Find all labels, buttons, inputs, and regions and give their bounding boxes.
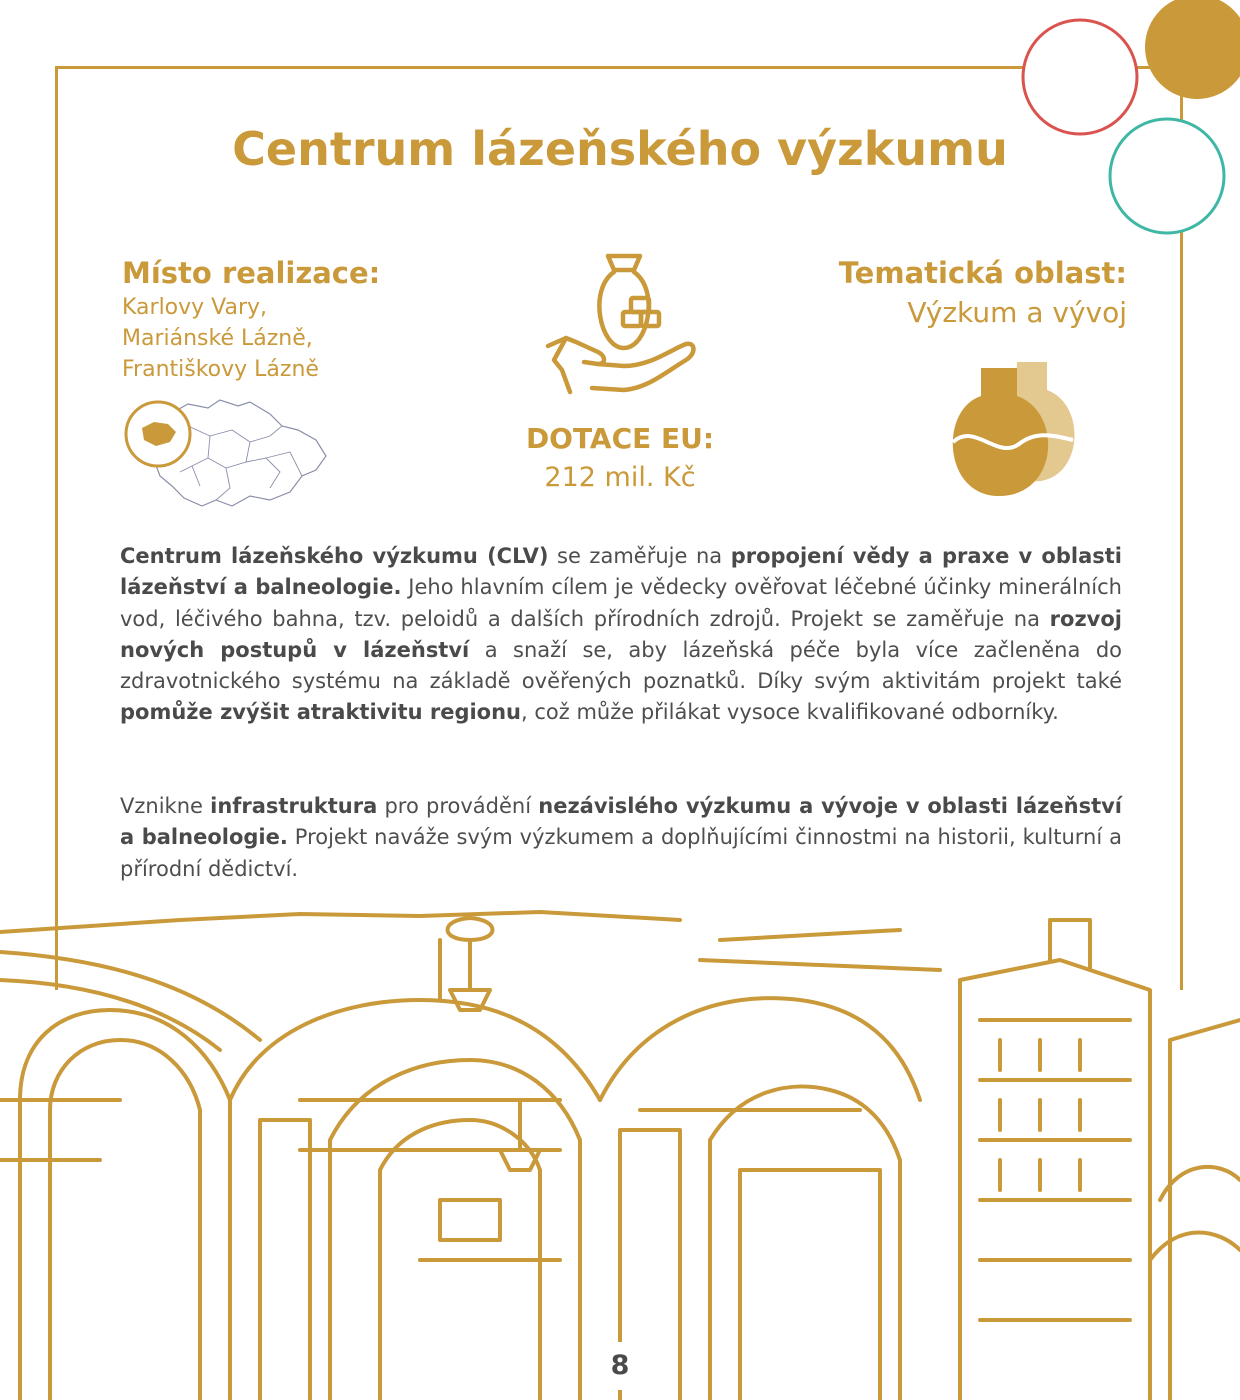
bold-text: Centrum lázeňského výzkumu (CLV)	[120, 544, 549, 568]
page-number: 8	[596, 1342, 644, 1390]
bold-text: rozvoj nových postupů v lázeňství	[120, 606, 1122, 662]
bold-text: propojení vědy a praxe v oblasti lázeňství a balneologie.	[120, 544, 1122, 600]
text: pro provádění	[377, 794, 539, 818]
text: , což může přilákat vysoce kvalifikované odborníky.	[521, 700, 1059, 725]
text: Vznikne	[120, 794, 211, 818]
page-title: Centrum lázeňského výzkumu	[232, 122, 1008, 176]
bold-text: nezávislého výzkumu a vývoje v oblasti lázeňství a balneologie.	[120, 794, 1122, 850]
funding-heading: DOTACE EU:	[525, 422, 715, 455]
bold-text: pomůže zvýšit atraktivitu regionu	[120, 700, 521, 725]
gold-circle	[1145, 0, 1240, 99]
flask-icon	[945, 360, 1085, 500]
bold-text: infrastruktura	[210, 794, 378, 818]
location-heading: Místo realizace:	[122, 256, 381, 290]
colonnade-illustration	[0, 900, 1240, 1400]
location-item: Mariánské Lázně,	[122, 326, 313, 351]
theme-heading: Tematická oblast:	[838, 256, 1127, 290]
location-list	[122, 292, 319, 385]
text: Jeho hlavním cílem je vědecky ověřovat léčebné účinky minerálních vod, léčivého bahna, tzv. peloidů a dalších přírodních zdrojů. Projekt se zaměřuje na	[120, 575, 1122, 631]
red-circle	[1023, 20, 1137, 134]
funding-value: 212 mil. Kč	[544, 462, 696, 493]
location-item: Karlovy Vary,	[122, 295, 268, 320]
theme-value: Výzkum a vývoj	[907, 296, 1127, 329]
description-paragraph	[120, 541, 1122, 729]
infrastructure-paragraph	[120, 791, 1122, 885]
text: se zaměřuje na	[548, 544, 731, 568]
text: a snaží se, aby lázeňská péče byla více začleněna do zdravotnického systému na základě ověřených poznatků. Díky svým aktivitám projekt také	[120, 637, 1122, 694]
czech-map-icon	[120, 396, 330, 511]
money-bag-hand-icon	[540, 250, 700, 400]
text: Projekt naváže svým výzkumem a doplňujícími činnostmi na historii, kulturní a přírodní dědictví.	[120, 825, 1122, 881]
location-item: Františkovy Lázně	[122, 357, 319, 382]
